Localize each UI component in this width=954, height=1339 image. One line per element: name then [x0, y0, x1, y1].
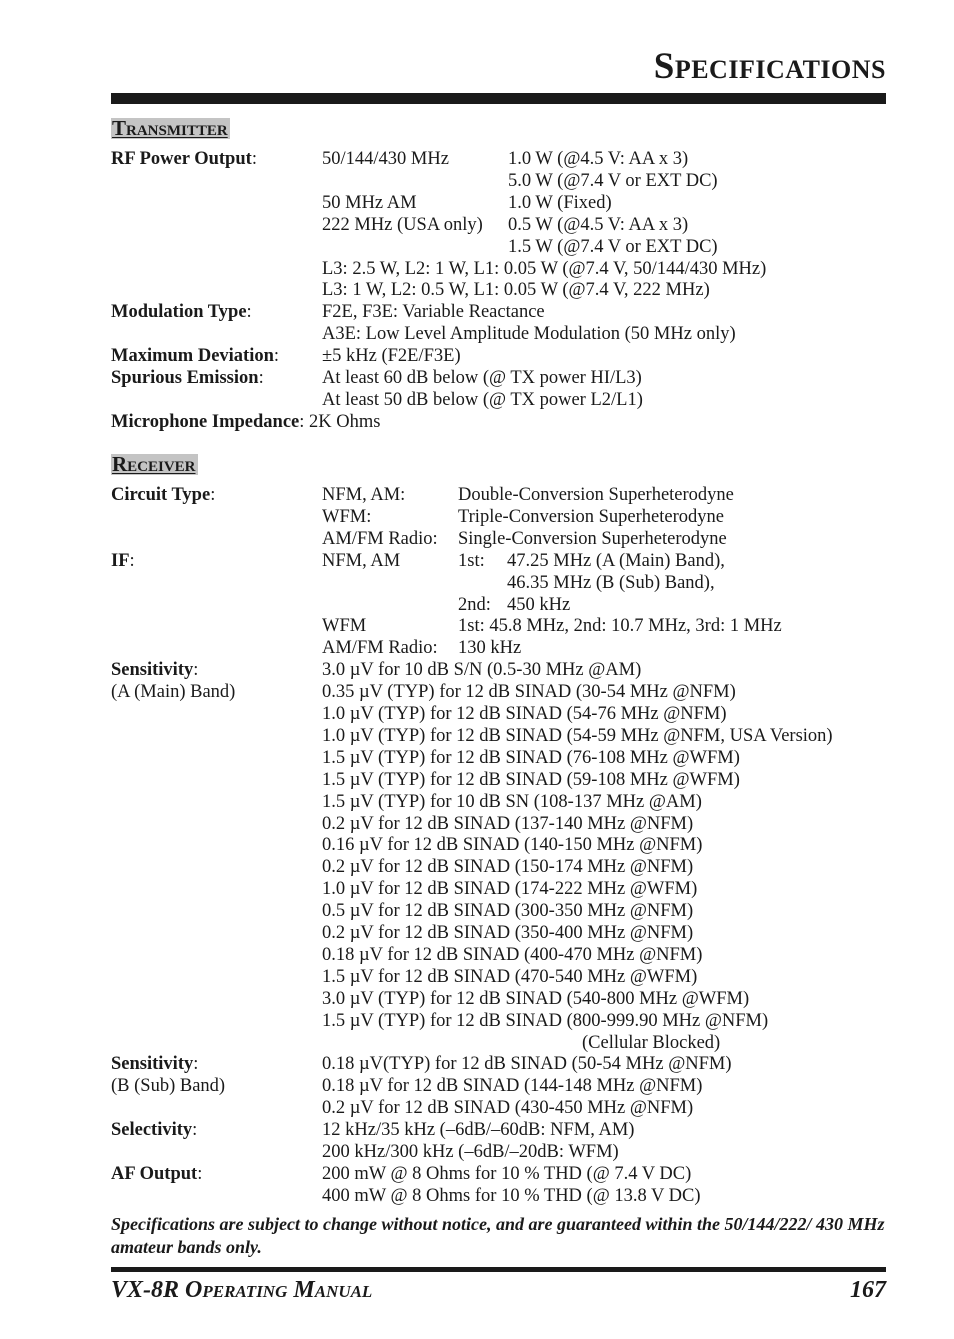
spec-value: 1.5 µV (TYP) for 12 dB SINAD (59-108 MHz @WFM) — [322, 769, 740, 790]
spec-value: 0.16 µV for 12 dB SINAD (140-150 MHz @NFM) — [322, 835, 703, 856]
spec-label-text: Spurious Emission — [111, 368, 259, 388]
spec-label — [111, 345, 279, 367]
spec-label-separator: : — [251, 149, 257, 169]
spec-value: A3E: Low Level Amplitude Modulation (50 MHz only) — [322, 324, 736, 345]
spec-value-secondary: 1st: — [458, 550, 485, 571]
spec-value-tertiary: 46.35 MHz (B (Sub) Band), — [507, 572, 715, 593]
spec-value: 1.0 µV (TYP) for 12 dB SINAD (54-76 MHz @NFM) — [322, 704, 727, 724]
spec-value: 0.2 µV for 12 dB SINAD (150-174 MHz @NFM) — [322, 857, 694, 878]
spec-label-text: Modulation Type — [111, 302, 247, 323]
spec-value-secondary: 2nd: — [458, 594, 491, 615]
spec-value: 1.5 µV (TYP) for 12 dB SINAD (800-999.90 MHz @NFM) — [322, 1010, 769, 1031]
spec-value: 1.0 µV for 12 dB SINAD (174-222 MHz @WFM) — [322, 879, 698, 900]
spec-value: 50/144/430 MHz — [322, 149, 449, 169]
spec-label-text: Maximum Deviation — [111, 346, 274, 367]
spec-value: AM/FM Radio: — [322, 528, 438, 549]
spec-label — [111, 148, 257, 170]
spec-label-separator: : — [192, 1120, 198, 1141]
spec-label — [111, 301, 252, 323]
spec-label — [111, 367, 264, 389]
spec-label-separator: : — [193, 660, 199, 681]
spec-value: 1.5 µV (TYP) for 10 dB SN (108-137 MHz @AM) — [322, 791, 702, 812]
spec-value: 50 MHz AM — [322, 192, 417, 213]
manual-title: VX-8R Operating Manual — [111, 1277, 373, 1303]
receiver-heading: Receiver — [112, 452, 196, 476]
spec-value: F2E, F3E: Variable Reactance — [322, 302, 545, 323]
spec-sublabel: (B (Sub) Band) — [111, 1076, 226, 1097]
footer-rule — [111, 1267, 886, 1272]
spec-value-secondary: 1.0 W (@4.5 V: AA x 3) — [508, 149, 689, 169]
spec-value-tertiary: 450 kHz — [507, 594, 571, 615]
spec-label-separator: : — [129, 550, 135, 571]
spec-label-text: Sensitivity — [111, 660, 194, 681]
spec-label — [111, 411, 380, 433]
spec-value: 0.5 µV for 12 dB SINAD (300-350 MHz @NFM) — [322, 901, 694, 922]
page-number: 167 — [850, 1277, 886, 1303]
spec-value: 400 mW @ 8 Ohms for 10 % THD (@ 13.8 V DC) — [322, 1185, 701, 1206]
spec-value: 0.2 µV for 12 dB SINAD (350-400 MHz @NFM) — [322, 923, 694, 943]
spec-value: 12 kHz/35 kHz (–6dB/–60dB: NFM, AM) — [322, 1120, 635, 1141]
spec-label — [111, 484, 215, 506]
spec-value: WFM: — [322, 506, 372, 527]
spec-value: 0.35 µV (TYP) for 12 dB SINAD (30-54 MHz @NFM) — [322, 682, 736, 703]
specifications-footnote: Specifications are subject to change without notice, and are guaranteed within the 50/144/222/ 430 MHz amateur bands only. — [111, 1214, 885, 1257]
spec-value: ±5 kHz (F2E/F3E) — [322, 346, 461, 367]
spec-label-separator: : — [246, 302, 252, 323]
spec-value: L3: 2.5 W, L2: 1 W, L1: 0.05 W (@7.4 V, 50/144/430 MHz) — [322, 258, 767, 279]
spec-value: L3: 1 W, L2: 0.5 W, L1: 0.05 W (@7.4 V, 222 MHz) — [322, 280, 710, 301]
page-title: Specifications — [653, 46, 886, 87]
title-rule — [111, 93, 886, 104]
spec-value: NFM, AM: — [322, 485, 406, 505]
spec-label — [111, 1163, 202, 1185]
spec-value: 0.18 µV(TYP) for 12 dB SINAD (50-54 MHz @NFM) — [322, 1054, 732, 1075]
spec-value: NFM, AM — [322, 550, 401, 571]
spec-value: At least 60 dB below (@ TX power HI/L3) — [322, 368, 642, 388]
spec-label-separator: : 2K Ohms — [299, 411, 381, 432]
spec-sublabel: (A (Main) Band) — [111, 682, 236, 703]
spec-label-separator: : — [258, 368, 264, 388]
spec-value: 0.18 µV for 12 dB SINAD (400-470 MHz @NFM) — [322, 944, 703, 965]
spec-value-secondary: 5.0 W (@7.4 V or EXT DC) — [508, 170, 718, 191]
spec-value: AM/FM Radio: — [322, 638, 438, 659]
spec-label — [111, 550, 135, 572]
spec-label-text: Selectivity — [111, 1120, 193, 1141]
spec-value-secondary: 1.5 W (@7.4 V or EXT DC) — [508, 236, 718, 257]
spec-value-secondary: 1.0 W (Fixed) — [508, 192, 612, 213]
spec-value: 222 MHz (USA only) — [322, 214, 483, 235]
spec-value: WFM — [322, 616, 367, 637]
spec-label-separator: : — [210, 485, 216, 505]
spec-value-secondary: 130 kHz — [458, 638, 522, 659]
spec-value-secondary: Single-Conversion Superheterodyne — [458, 528, 727, 549]
spec-value-tertiary: 47.25 MHz (A (Main) Band), — [507, 550, 725, 571]
spec-label — [111, 1053, 198, 1075]
spec-value-note: (Cellular Blocked) — [582, 1032, 721, 1053]
spec-label-text: Microphone Impedance — [111, 411, 300, 432]
spec-label-separator: : — [197, 1163, 203, 1184]
spec-value-secondary: 0.5 W (@4.5 V: AA x 3) — [508, 214, 689, 235]
spec-value: 3.0 µV for 10 dB S/N (0.5-30 MHz @AM) — [322, 660, 642, 681]
spec-label-text: Sensitivity — [111, 1054, 194, 1075]
spec-value: 1.0 µV (TYP) for 12 dB SINAD (54-59 MHz @NFM, USA Version) — [322, 725, 833, 746]
spec-value: 0.2 µV for 12 dB SINAD (137-140 MHz @NFM) — [322, 813, 694, 834]
transmitter-heading: Transmitter — [112, 116, 228, 140]
spec-value: 1.5 µV for 12 dB SINAD (470-540 MHz @WFM) — [322, 966, 698, 987]
spec-value: 0.2 µV for 12 dB SINAD (430-450 MHz @NFM) — [322, 1098, 694, 1119]
spec-label-text: AF Output — [111, 1163, 198, 1184]
spec-label-separator: : — [193, 1054, 199, 1075]
spec-value-secondary: Triple-Conversion Superheterodyne — [458, 506, 724, 527]
spec-value: 3.0 µV (TYP) for 12 dB SINAD (540-800 MHz @WFM) — [322, 988, 750, 1009]
spec-label — [111, 1119, 197, 1141]
spec-value: 200 kHz/300 kHz (–6dB/–20dB: WFM) — [322, 1142, 619, 1162]
spec-value-secondary: 1st: 45.8 MHz, 2nd: 10.7 MHz, 3rd: 1 MHz — [458, 616, 782, 637]
spec-value: At least 50 dB below (@ TX power L2/L1) — [322, 389, 643, 410]
spec-label — [111, 659, 198, 681]
spec-label-text: RF Power Output — [111, 149, 252, 169]
spec-value: 1.5 µV (TYP) for 12 dB SINAD (76-108 MHz @WFM) — [322, 747, 740, 768]
spec-label-text: Circuit Type — [111, 485, 211, 505]
spec-label-text: IF — [111, 550, 130, 571]
spec-value: 200 mW @ 8 Ohms for 10 % THD (@ 7.4 V DC) — [322, 1163, 692, 1184]
spec-value: 0.18 µV for 12 dB SINAD (144-148 MHz @NFM) — [322, 1076, 703, 1097]
spec-label-separator: : — [273, 346, 280, 367]
spec-value-secondary: Double-Conversion Superheterodyne — [458, 485, 734, 505]
